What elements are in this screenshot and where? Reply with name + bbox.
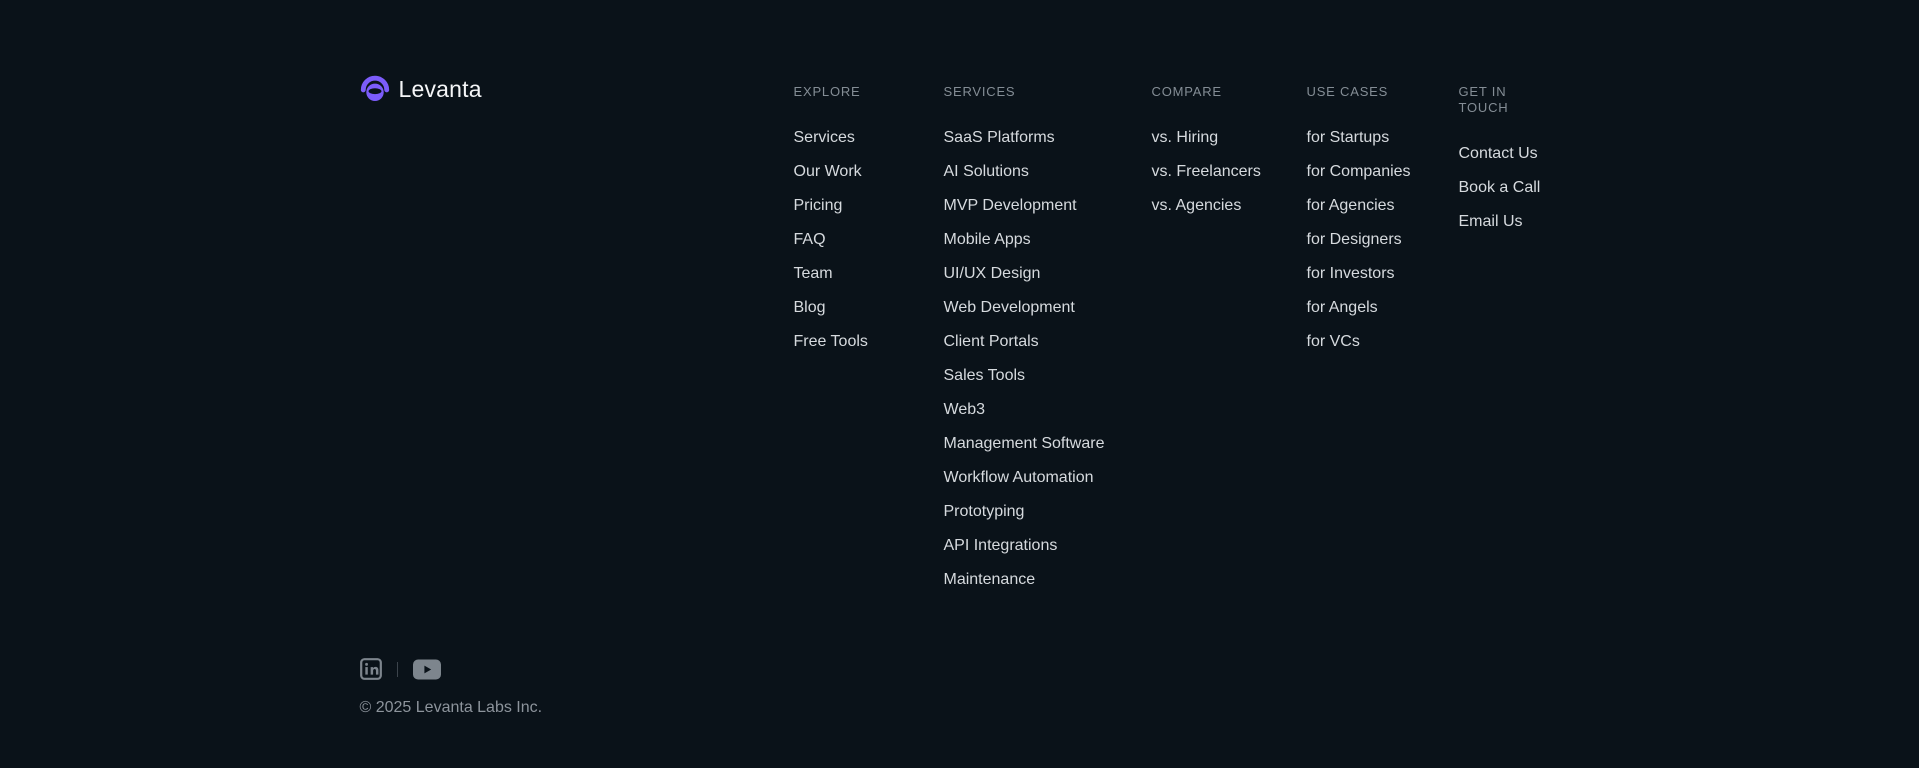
footer-link-list [944,128,1152,590]
footer-link[interactable]: Prototyping [943,503,1025,520]
list-item [944,196,1152,216]
footer-link[interactable]: for Angels [1306,299,1378,316]
list-item [1459,144,1560,164]
footer-column-header: USE CASES [1306,84,1389,99]
footer-link[interactable]: Book a Call [1458,179,1541,196]
footer-link[interactable]: FAQ [793,231,826,248]
footer-link[interactable]: vs. Hiring [1151,129,1219,146]
list-item [1307,264,1459,284]
levanta-logo-icon [360,74,390,104]
list-item [1307,162,1459,182]
list-item [944,434,1152,454]
list-item [1152,162,1307,182]
footer-link[interactable]: for Agencies [1306,197,1395,214]
list-item [794,264,944,284]
list-item [944,264,1152,284]
footer-link[interactable]: Client Portals [943,333,1039,350]
footer-link[interactable]: for Investors [1306,265,1395,282]
footer-link[interactable]: AI Solutions [943,163,1029,180]
footer-column-header: COMPARE [1151,84,1222,99]
footer-column-explore [794,74,944,604]
footer-column-use-cases [1307,74,1459,604]
brand[interactable] [360,74,794,104]
brand-name: Levanta [398,75,482,102]
social-row [360,658,1560,680]
footer-link[interactable]: Blog [793,299,826,316]
footer-column-get-in-touch [1459,74,1560,604]
list-item [944,298,1152,318]
footer-link[interactable]: Team [793,265,833,282]
list-item [944,400,1152,420]
list-item [944,162,1152,182]
footer-link[interactable]: Contact Us [1458,145,1538,162]
list-item [1152,196,1307,216]
youtube-icon[interactable] [413,659,441,680]
footer-link-list [794,128,944,352]
divider [397,662,398,677]
footer-link[interactable]: MVP Development [943,197,1077,214]
list-item [1459,178,1560,198]
footer-link[interactable]: SaaS Platforms [943,129,1055,146]
footer-link[interactable]: Pricing [793,197,843,214]
footer-link[interactable]: Mobile Apps [943,231,1031,248]
footer-container [360,0,1560,717]
footer-column-compare [1152,74,1307,604]
footer-link[interactable]: Workflow Automation [943,469,1094,486]
list-item [1307,128,1459,148]
list-item [1152,128,1307,148]
list-item [794,298,944,318]
list-item [944,468,1152,488]
footer-link[interactable]: Free Tools [793,333,868,350]
list-item [1307,196,1459,216]
list-item [944,366,1152,386]
footer-link-list [1152,128,1307,216]
list-item [794,332,944,352]
footer-column-services [944,74,1152,604]
footer-link[interactable]: Our Work [793,163,862,180]
list-item [1459,212,1560,232]
list-item [794,162,944,182]
list-item [944,332,1152,352]
list-item [944,128,1152,148]
list-item [944,536,1152,556]
list-item [1307,230,1459,250]
footer-top-row [360,74,1560,604]
footer-link[interactable]: UI/UX Design [943,265,1041,282]
linkedin-icon[interactable] [360,658,382,680]
list-item [1307,332,1459,352]
list-item [794,230,944,250]
list-item [1307,298,1459,318]
footer-link[interactable]: Maintenance [943,571,1036,588]
copyright-text: © 2025 Levanta Labs Inc. [359,699,543,716]
footer-link[interactable]: vs. Freelancers [1151,163,1261,180]
footer-link-list [1307,128,1459,352]
footer-link[interactable]: Web Development [943,299,1075,316]
list-item [794,196,944,216]
list-item [944,502,1152,522]
footer-link[interactable]: Management Software [943,435,1105,452]
footer-link[interactable]: for Designers [1306,231,1402,248]
list-item [944,230,1152,250]
footer-column-header: EXPLORE [793,84,861,99]
footer-nav [794,74,1560,604]
footer-link[interactable]: API Integrations [943,537,1058,554]
footer-link[interactable]: for VCs [1306,333,1360,350]
footer-link[interactable]: Sales Tools [943,367,1026,384]
footer-link[interactable]: Email Us [1458,213,1523,230]
list-item [944,570,1152,590]
footer-link[interactable]: Services [793,129,855,146]
footer-link[interactable]: for Companies [1306,163,1411,180]
footer-link[interactable]: Web3 [943,401,986,418]
footer-column-header: SERVICES [943,84,1016,99]
footer-link[interactable]: vs. Agencies [1151,197,1242,214]
footer-column-header: GET IN TOUCH [1458,84,1509,115]
list-item [794,128,944,148]
footer-link[interactable]: for Startups [1306,129,1390,146]
footer-link-list [1459,144,1560,232]
